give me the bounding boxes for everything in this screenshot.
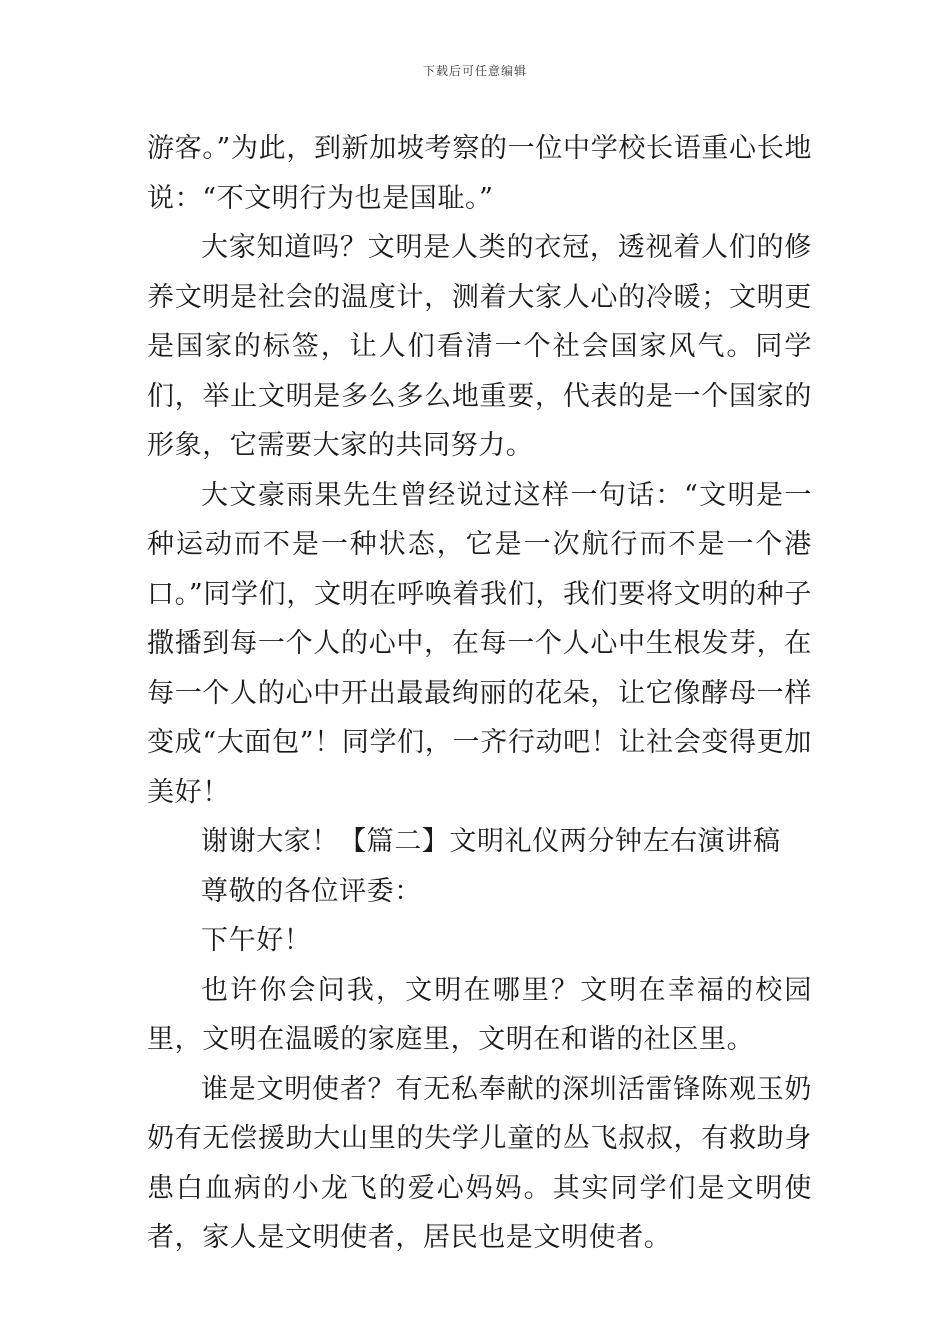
paragraph-7: 也许你会问我，文明在哪里？文明在幸福的校园里，文明在温暖的家庭里，文明在和谐的社区里。	[147, 974, 812, 1055]
paragraph-1: 游客。”为此，到新加坡考察的一位中学校长语重心长地说：“不文明行为也是国耻。”	[147, 133, 812, 214]
paragraph-3: 大文豪雨果先生曾经说过这样一句话：“文明是一种运动而不是一种状态，它是一次航行而不是一个港口。”同学们，文明在呼唤着我们，我们要将文明的种子撒播到每一个人的心中，在每一个人心中生根发芽，在每一个人的心中开出最最绚丽的花朵，让它像酵母一样变成“大面包”！同学们，一齐行动吧！让社会变得更加美好！	[147, 479, 812, 808]
page-header: 下载后可任意编辑	[422, 64, 527, 78]
paragraph-4: 谢谢大家！【篇二】文明礼仪两分钟左右演讲稿	[201, 826, 781, 857]
paragraph-2: 大家知道吗？文明是人类的衣冠，透视着人们的修养文明是社会的温度计，测着大家人心的冷暖；文明更是国家的标签，让人们看清一个社会国家风气。同学们，举止文明是多么多么地重要，代表的是一个国家的形象，它需要大家的共同努力。	[147, 232, 812, 461]
document-body	[147, 124, 812, 1263]
paragraph-5: 尊敬的各位评委：	[201, 875, 422, 907]
paragraph-6: 下午好！	[201, 925, 312, 956]
paragraph-8: 谁是文明使者？有无私奉献的深圳活雷锋陈观玉奶奶有无偿援助大山里的失学儿童的丛飞叔叔，有救助身患白血病的小龙飞的爱心妈妈。其实同学们是文明使者，家人是文明使者，居民也是文明使者。	[147, 1073, 812, 1253]
